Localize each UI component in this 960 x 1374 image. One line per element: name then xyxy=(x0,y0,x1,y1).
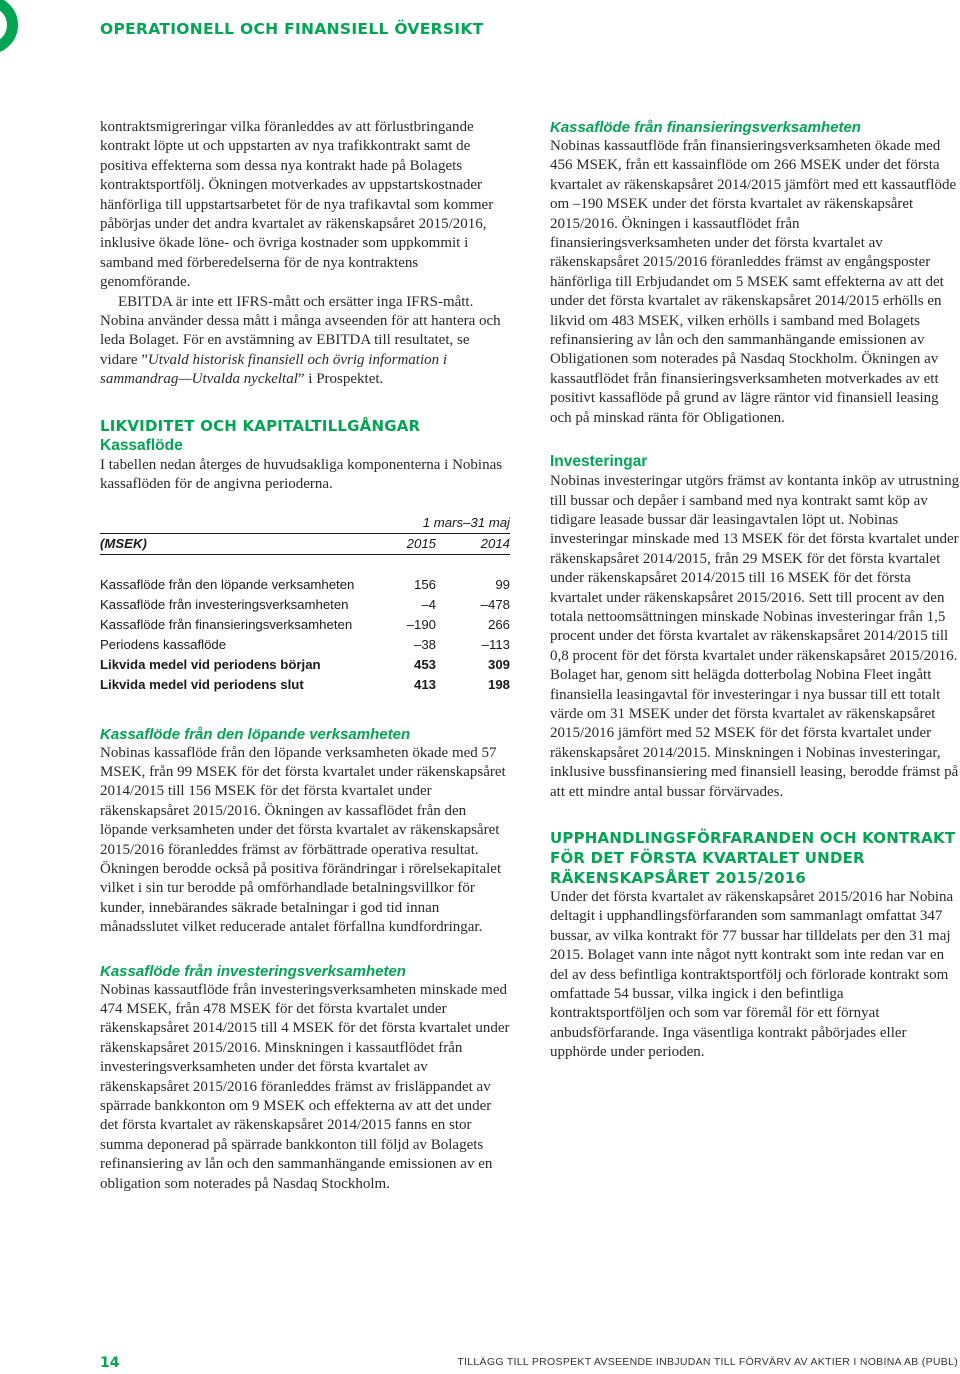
row-value-2014: 309 xyxy=(487,657,510,672)
left-column xyxy=(100,118,510,1194)
procurement-paragraph: Under det första kvartalet av räkenskapsåret 2015/2016 har Nobina deltagit i upphandlingsförfaranden som sammanlagt omfattat 347 bussar, av vilka kontrakt för 77 bussar har tilldelats per den 31 maj 2015. Bolaget vann inte något nytt kontrakt som inte redan var en del av dess befintliga kontraktsportfölj och förlorade kontrakt som omfattade 54 bussar, vilka ingick i den befintliga kontraktsportföljen och som var föremål för ett förnyat anbudsförfarande. Inga väsentliga kontrakt påbörjades eller upphörde under perioden. xyxy=(550,889,954,1061)
row-label: Likvida medel vid periodens slut xyxy=(100,677,304,692)
page-header-title: OPERATIONELL OCH FINANSIELL ÖVERSIKT xyxy=(100,20,484,38)
row-value-2015: 413 xyxy=(413,677,436,692)
row-value-2015: –38 xyxy=(413,637,436,652)
unit-label: (MSEK) xyxy=(100,533,378,554)
row-value-2015: 453 xyxy=(413,657,436,672)
row-label: Kassaflöde från finansieringsverksamheten xyxy=(100,617,353,632)
section-subheading-cashflow: Kassaflöde xyxy=(100,436,183,454)
row-value-2015: –4 xyxy=(421,597,436,612)
row-value-2014: 198 xyxy=(487,677,510,692)
right-column xyxy=(550,118,960,1063)
row-value-2015: –190 xyxy=(406,617,436,632)
row-value-2015: 156 xyxy=(413,577,436,592)
column-header-2015: 2015 xyxy=(378,533,436,554)
intro-paragraph: kontraktsmigreringar vilka föranleddes av att förlustbringande kontrakt löpte ut och uppstarten av nya trafikkontrakt samt de positiva effekterna som dessa nya kontrakt hade på Bolagets kontraktsportfölj. Ökningen motverkades av uppstartskostnader hänförliga till uppstartsarbetet för de nya trafikavtal som kommer påbörjas under det andra kvartalet av räkenskapsåret 2015/2016, inklusive ökade löne- och övriga kostnader som uppkommit i samband med förberedelserna för de nya kontraktens genomförande. xyxy=(100,119,494,291)
table-row xyxy=(100,595,510,615)
investments-heading: Investeringar xyxy=(550,453,648,471)
operating-cashflow-paragraph: Nobinas kassaflöde från den löpande verksamheten ökade med 57 MSEK, från 99 MSEK för det första kvartalet under räkenskapsåret 2014/2015 till 156 MSEK för det första kvartalet under räkenskapsåret 2015/2016. Ökningen av kassaflödet från den löpande verksamheten under det första kvartalet av räkenskapsåret 2015/2016 föranleddes främst av förbättrade operativa resultat. Ökningen berodde också på positiva förändringar i rörelsekapitalet vilket i sin tur berodde på omförhandlade betalningsvillkor för kunder, innebärandes säkrade betalningar i god tid innan månadsslutet vilket reducerade antalet förfallna kundfordringar. xyxy=(100,744,506,936)
row-label: Kassaflöde från den löpande verksamheten xyxy=(100,577,355,592)
table-row xyxy=(100,615,510,635)
page-number: 14 xyxy=(100,1355,120,1371)
financing-cashflow-heading: Kassaflöde från finansieringsverksamheten xyxy=(550,119,861,136)
row-label: Likvida medel vid periodens början xyxy=(100,657,321,672)
period-label: 1 mars–31 maj xyxy=(378,513,510,534)
ebitda-paragraph: EBITDA är inte ett IFRS-mått och ersätter inga IFRS-mått. Nobina använder dessa mått i många avseenden för att hantera och leda Bolaget. För en avstämning av EBITDA till resultatet, se vidare ”Utvald historisk finansiell och övrig information i sammandrag—Utvalda nyckeltal” i Prospektet. xyxy=(100,293,501,388)
table-row xyxy=(100,655,510,675)
section-heading-liquidity: LIKVIDITET OCH KAPITALTILLGÅNGAR xyxy=(100,416,421,435)
financing-cashflow-paragraph: Nobinas kassautflöde från finansieringsverksamheten ökade med 456 MSEK, från ett kassainflöde om 266 MSEK under det första kvartalet av räkenskapsåret 2014/2015 jämfört med ett kassautflöde om –190 MSEK under det första kvartalet av räkenskapsåret 2015/2016. Ökningen i kassautflödet från finansieringsverksamheten under det första kvartalet av räkenskapsåret 2015/2016 föranleddes främst av engångsposter hänförliga till Erbjudandet om 5 MSEK samt effekterna av att det under det första kvartalet av räkenskapsåret 2014/2015 erhölls en likvid om 483 MSEK, vilken erhölls i samband med Bolagets refinansiering av lån och den sammanhängande emissionen av Obligationen som noterades på Nasdaq Stockholm. Ökningen av kassautflödet från finansieringsverksamheten motverkades av ett positivt kassaflöde på grund av lägre räntor vid finansiell leasing och på minskad ränta för Obligationen. xyxy=(550,138,957,426)
footer-text: TILLÄGG TILL PROSPEKT AVSEENDE INBJUDAN TILL FÖRVÄRV AV AKTIER I NOBINA AB (PUBL) xyxy=(457,1356,958,1368)
row-label: Kassaflöde från investeringsverksamheten xyxy=(100,597,349,612)
logo-ring-icon xyxy=(0,0,18,54)
investments-paragraph: Nobinas investeringar utgörs främst av kontanta inköp av utrustning till bussar och depåer i samband med nya kontrakt samt köp av tidigare leasade bussar där leasingavtalen löpt ut. Nobinas investeringar minskade med 13 MSEK för det första kvartalet under räkenskapsåret 2014/2015, från 29 MSEK för det första kvartalet under räkenskapsåret 2014/2015 till 16 MSEK för det första kvartalet under räkenskapsåret 2015/2016. Sett till procent av den totala nettoomsättningen minskade Nobinas investeringar från 1,5 procent under det första kvartalet av räkenskapsåret 2014/2015 till 0,8 procent för det första kvartalet under räkenskapsåret 2015/2016. Bolaget har, genom sitt helägda dotterbolag Nobina Fleet ingått finansiella leasingavtal för investeringar i nya bussar till ett totalt värde om 31 MSEK under det första kvartalet av räkenskapsåret 2015/2016 jämfört med 52 MSEK för det första kvartalet under räkenskapsåret 2014/2015. Minskningen i Nobinas investeringar, inklusive bussfinansiering med finansiell leasing, berodde främst på att ett mindre antal bussar förvärvades. xyxy=(550,473,960,800)
table-row xyxy=(100,635,510,655)
operating-cashflow-heading: Kassaflöde från den löpande verksamheten xyxy=(100,725,411,743)
cashflow-table xyxy=(100,513,510,695)
row-label: Periodens kassaflöde xyxy=(100,637,227,652)
cashflow-intro-paragraph: I tabellen nedan återges de huvudsakliga komponenterna i Nobinas kassaflöden för de angivna perioderna. xyxy=(100,456,503,493)
table-row xyxy=(100,575,510,595)
procurement-heading: UPPHANDLINGSFÖRFARANDEN OCH KONTRAKT FÖR DET FÖRSTA KVARTALET UNDER RÄKENSKAPSÅRET 2015/2016 xyxy=(550,829,956,887)
table-row xyxy=(100,675,510,695)
row-value-2014: 99 xyxy=(495,577,510,592)
investing-cashflow-paragraph: Nobinas kassautflöde från investeringsverksamheten minskade med 474 MSEK, från 478 MSEK för det första kvartalet under räkenskapsåret 2014/2015 till 4 MSEK för det första kvartalet under räkenskapsåret 2015/2016. Minskningen i kassautflödet från investeringsverksamheten under det första kvartalet av räkenskapsåret 2015/2016 föranleddes främst av frisläppandet av spärrade bankkonton om 9 MSEK och effekterna av att det under det första kvartalet av räkenskapsåret 2014/2015 fanns en stor summa deponerad på spärrade bankkonton till följd av Bolagets refinansiering av lån och den sammanhängande emissionen av en obligation som noterades på Nasdaq Stockholm. xyxy=(100,981,510,1192)
row-value-2014: –113 xyxy=(481,637,510,652)
investing-cashflow-heading: Kassaflöde från investeringsverksamheten xyxy=(100,962,406,980)
row-value-2014: –478 xyxy=(480,597,510,612)
column-header-2014: 2014 xyxy=(436,533,510,554)
row-value-2014: 266 xyxy=(487,617,510,632)
